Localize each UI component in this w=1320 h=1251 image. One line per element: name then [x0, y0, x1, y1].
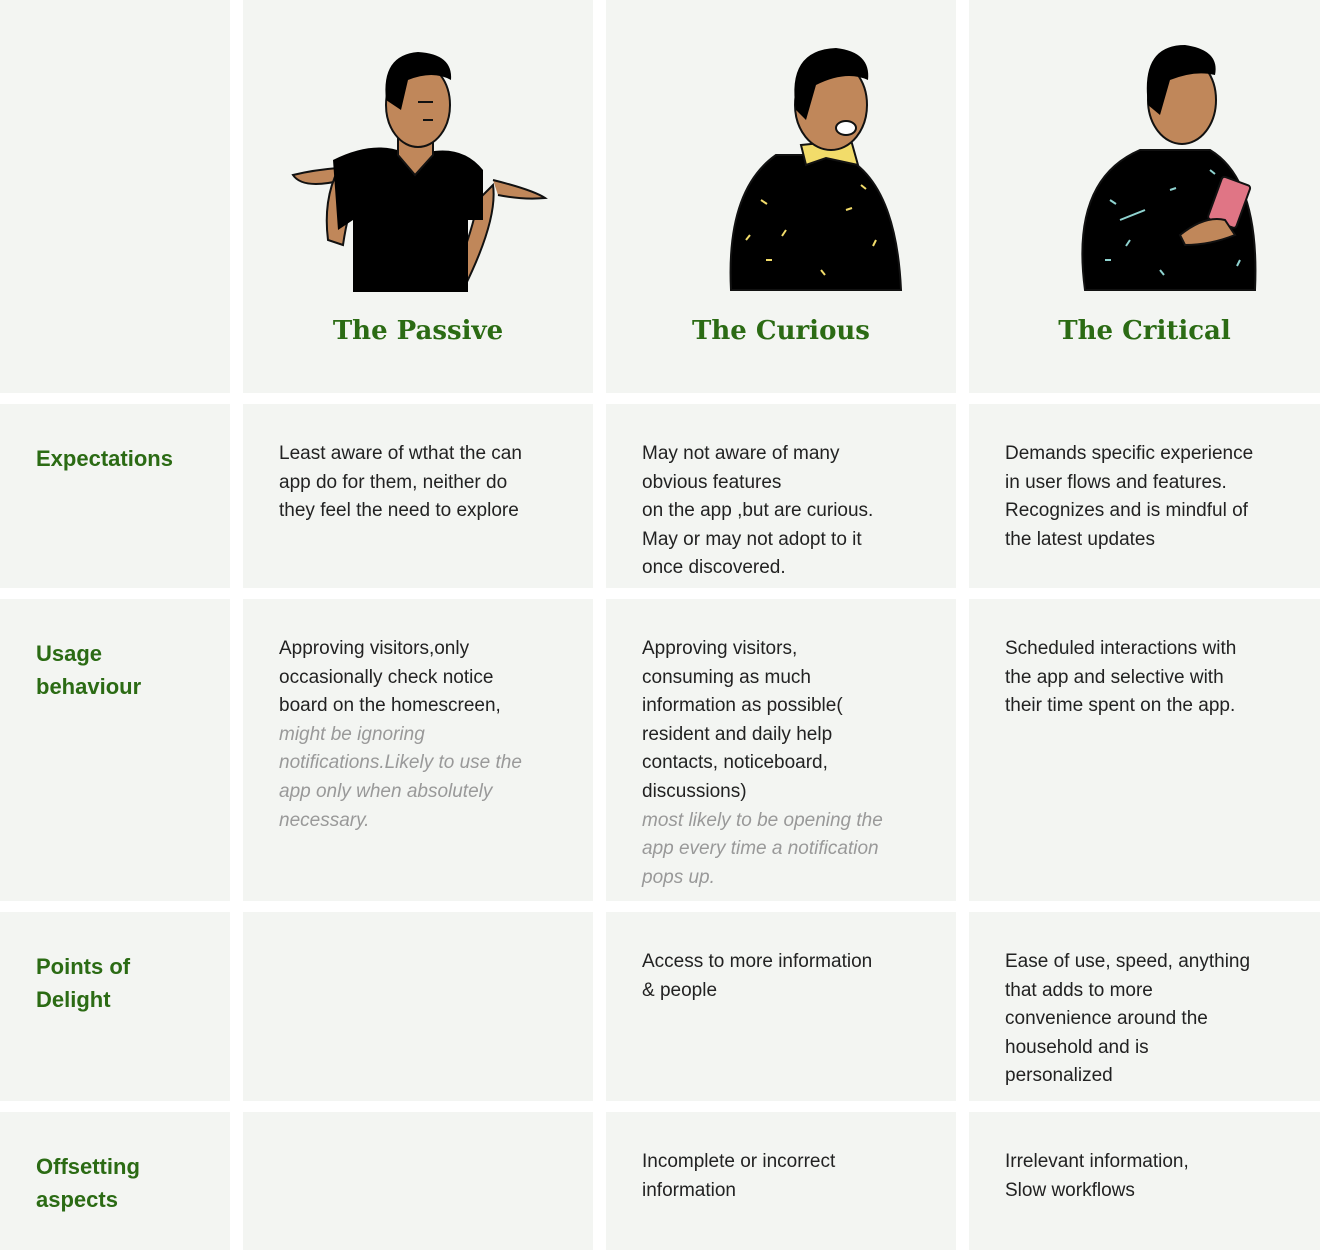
cell-text-line: & people [642, 979, 718, 1001]
cell-note-line: necessary. [279, 809, 370, 831]
table-cell [969, 912, 1320, 1101]
cell-text-line: Approving visitors, [642, 638, 798, 659]
cell-text-line: occasionally check notice [279, 666, 494, 688]
cell-text-line: Recognizes and is mindful of [1005, 500, 1248, 522]
table-cell [243, 404, 593, 588]
cell-text-line: Irrelevant information, [1005, 1151, 1189, 1172]
cell-text-line: Slow workflows [1005, 1179, 1135, 1201]
cell-text-line: app do for them, neither do [279, 471, 508, 493]
cell-note-line: notifications.Likely to use the [279, 752, 522, 774]
persona-title: The Curious [692, 316, 870, 346]
cell-text-line: information [642, 1179, 736, 1201]
cell-text-line: that adds to more [1005, 979, 1153, 1001]
cell-text-line: Access to more information [642, 951, 873, 972]
persona-header-critical [969, 0, 1320, 393]
passive-person-illustration [283, 40, 553, 300]
cell-text-line: May not aware of many [642, 443, 840, 464]
row-label: Delight [36, 987, 111, 1012]
cell-text-line: the app and selective with [1005, 666, 1224, 688]
cell-text-line: household and is [1005, 1036, 1149, 1058]
cell-text-line: May or may not adopt to it [642, 528, 862, 550]
cell-text-line: contacts, noticeboard, [642, 752, 828, 774]
row-label-cell [0, 1112, 230, 1250]
cell-text-line: they feel the need to explore [279, 500, 519, 522]
cell-text-line: once discovered. [642, 557, 786, 579]
table-cell [243, 1112, 593, 1250]
row-label-cell [0, 912, 230, 1101]
row-label: Usage [36, 641, 103, 666]
cell-text-line: Ease of use, speed, anything [1005, 951, 1251, 972]
table-cell [606, 1112, 956, 1250]
cell-text-line: consuming as much [642, 666, 811, 688]
cell-text-line: information as possible( [642, 695, 843, 717]
cell-text-line: in user flows and features. [1005, 471, 1227, 493]
cell-text-line: on the app ,but are curious. [642, 500, 874, 522]
row-label: behaviour [36, 674, 142, 699]
cell-text-line: personalized [1005, 1065, 1113, 1087]
cell-text-line: discussions) [642, 780, 747, 802]
table-cell [606, 599, 956, 901]
persona-header-curious [606, 0, 956, 393]
curious-person-illustration [646, 40, 916, 300]
table-cell [243, 912, 593, 1101]
table-cell [969, 599, 1320, 901]
cell-text-line: Demands specific experience [1005, 443, 1254, 464]
row-label-cell [0, 404, 230, 588]
cell-text-line: the latest updates [1005, 528, 1155, 550]
cell-text-line: board on the homescreen, [279, 695, 501, 717]
cell-text-line: Scheduled interactions with [1005, 638, 1237, 659]
row-label: Offsetting [36, 1154, 140, 1179]
cell-text-line: Approving visitors,only [279, 638, 470, 659]
critical-person-illustration [1010, 40, 1280, 300]
cell-note-line: most likely to be opening the [642, 809, 883, 831]
row-label-cell [0, 599, 230, 901]
table-cell [606, 404, 956, 588]
cell-note-line: app every time a notification [642, 838, 879, 860]
table-cell [969, 404, 1320, 588]
cell-note-line: app only when absolutely [279, 780, 493, 802]
persona-title: The Critical [1058, 316, 1231, 346]
table-cell [606, 912, 956, 1101]
row-label: aspects [36, 1187, 118, 1212]
corner-cell [0, 0, 230, 393]
cell-text-line: resident and daily help [642, 723, 833, 745]
row-label: Expectations [36, 446, 173, 471]
cell-note-line: pops up. [642, 866, 715, 888]
cell-text-line: obvious features [642, 471, 782, 493]
persona-title: The Passive [332, 316, 504, 346]
row-label: Points of [36, 954, 131, 979]
cell-text-line: Incomplete or incorrect [642, 1151, 836, 1172]
table-cell [969, 1112, 1320, 1250]
cell-text-line: Least aware of wthat the can [279, 443, 522, 464]
persona-header-passive [243, 0, 593, 393]
table-cell [243, 599, 593, 901]
cell-note-line: might be ignoring [279, 723, 425, 745]
cell-text-line: convenience around the [1005, 1008, 1208, 1030]
cell-text-line: their time spent on the app. [1005, 695, 1236, 717]
